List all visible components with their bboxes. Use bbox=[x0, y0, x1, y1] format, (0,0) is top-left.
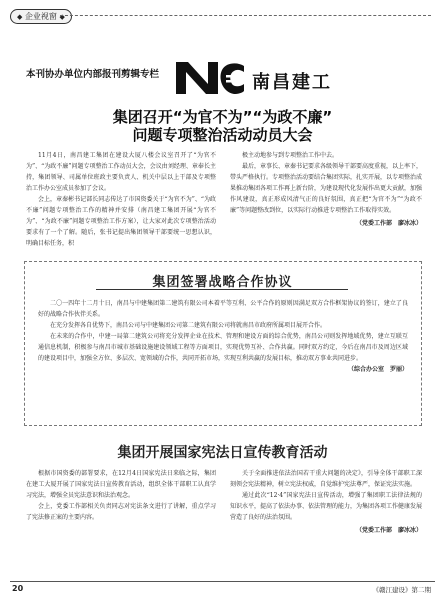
company-logo-icon bbox=[174, 58, 246, 98]
article1-left-column bbox=[26, 150, 216, 254]
article2-title-underline bbox=[96, 289, 348, 290]
article1-signature: （党委工作部 廖冰冰） bbox=[355, 220, 422, 227]
paragraph: 通过此次“12·4”国家宪法日宣传活动，增强了集团职工法律法规的知识水平，提高了依法办事、依法管理的能力，为集团各项工作健康发展营造了良好的法治氛围。 bbox=[230, 492, 422, 521]
paragraph: 二〇一四年十二月十日，南昌与中建集团第二建筑有限公司本着平等互利、公平合作的原则因满足双方合作框架协议的签订，建立了良好的战略合作伙伴关系。 bbox=[38, 300, 408, 318]
article1-right-column bbox=[230, 150, 422, 256]
diamond-icon: ◆ bbox=[59, 13, 65, 21]
article3-right-column bbox=[230, 468, 422, 576]
paragraph: 11月4日，南昌建工集团在建设大厦八楼会议室召开了“为官不为”、“为政不廉”问题专项整治工作动员大会，会议由刘经理、章奉长主持，集团领导、司属单位班政主要负责人、机关中层以上干部及专项整治工作办公室成员参加了会议。 bbox=[26, 152, 216, 192]
article2-title: 集团签署战略合作协议 bbox=[152, 275, 293, 290]
section-tag-label: 企业视窗 bbox=[24, 12, 57, 21]
article1-title-line1: 集团召开“为官不为”“为政不廉” bbox=[112, 108, 333, 126]
top-divider bbox=[60, 15, 431, 16]
paragraph: 最后，章事长、章秦书记要求各级领导干部要高度重视，以上率下，带头严格执行。专项整治活动要结合集团实际，扎实开展，以专项整治成果推动集团各项工作再上新台阶，为建设现代化发展作出更大贡献，加强作风建设，真正形成风清气正的良好氛围，真正把“为官不为”“为政不廉”等问题整改到位，以实际行动推进专项整治工作取得实效。 bbox=[230, 163, 422, 214]
footer-divider bbox=[10, 581, 435, 582]
paragraph: 关于全面推进依法治国若干重大问题的决定》，引导全体干部职工深刻领会宪法精神，树立宪法权威，自觉维护宪法尊严，保证宪法实施。 bbox=[230, 470, 422, 488]
section-tag bbox=[10, 9, 72, 24]
article1-title-line2: 问题专项整治活动动员大会 bbox=[132, 126, 313, 144]
paragraph: 在充分发挥各自优势下，南昌公司与中建集团公司第二建筑有限公司将就南昌市政府所属项目展开合作。 bbox=[50, 322, 327, 329]
paragraph: 会上，章秦彬书记部长同志传达了市国资委关于“为官不为”、“为政不廉”问题专项整治工作的精神并安排（南昌建工集团开展“为官不为”、“为政不廉”问题专项整治工作方案），让大家对此次专项整治活动要求有了一个了解。随后，张书记提出集团领导干部要统一思想认识，明确目标任务，积 bbox=[26, 196, 216, 247]
company-logo-text: 南昌建工 bbox=[252, 72, 332, 93]
article3-title: 集团开展国家宪法日宣传教育活动 bbox=[117, 445, 328, 461]
sponsor-banner: 本刊协办单位内部报刊剪辑专栏 bbox=[26, 69, 160, 80]
diamond-icon: ◆ bbox=[17, 13, 23, 21]
paragraph: 极主动地参与到专项整治工作中去。 bbox=[242, 152, 339, 159]
page-number: 20 bbox=[12, 584, 24, 593]
article2-body bbox=[38, 298, 408, 418]
issue-label: 《赣江建设》第二期 bbox=[372, 586, 431, 594]
article3-signature: （党委工作部 廖冰冰） bbox=[355, 527, 422, 534]
article3-left-column bbox=[26, 468, 216, 574]
paragraph: 根据市国资委的部署要求，在12月4日国家宪法日来临之际，集团在建工大厦开展了国家宪法日宣传教育活动，组织全体干部职工认真学习宪法，增强全员宪法意识和法治观念。 bbox=[26, 470, 216, 499]
paragraph: 会上，党委工作部相关负责同志对宪法条文进行了讲解，重点学习了宪法修正案的主要内容。 bbox=[26, 503, 216, 521]
article2-signature: （综合办公室 罗丽） bbox=[347, 366, 408, 373]
paragraph: 在未来的合作中，中建一局第二建筑公司将充分发挥企业在技术、管理和建设方面的综合优势，南昌公司则发挥地域优势，建立互联互通信息机制，积极参与南昌市城市基础设施建设领域工程等方面项目，实现优势互补、合作共赢。同时双方约定，今后在南昌市及周边区域的建设项目中，加强全方位、多层次、宽领域的合作，共同开拓市场，实现互利共赢的发展目标，推动双方事业共同进步。 bbox=[38, 333, 408, 362]
